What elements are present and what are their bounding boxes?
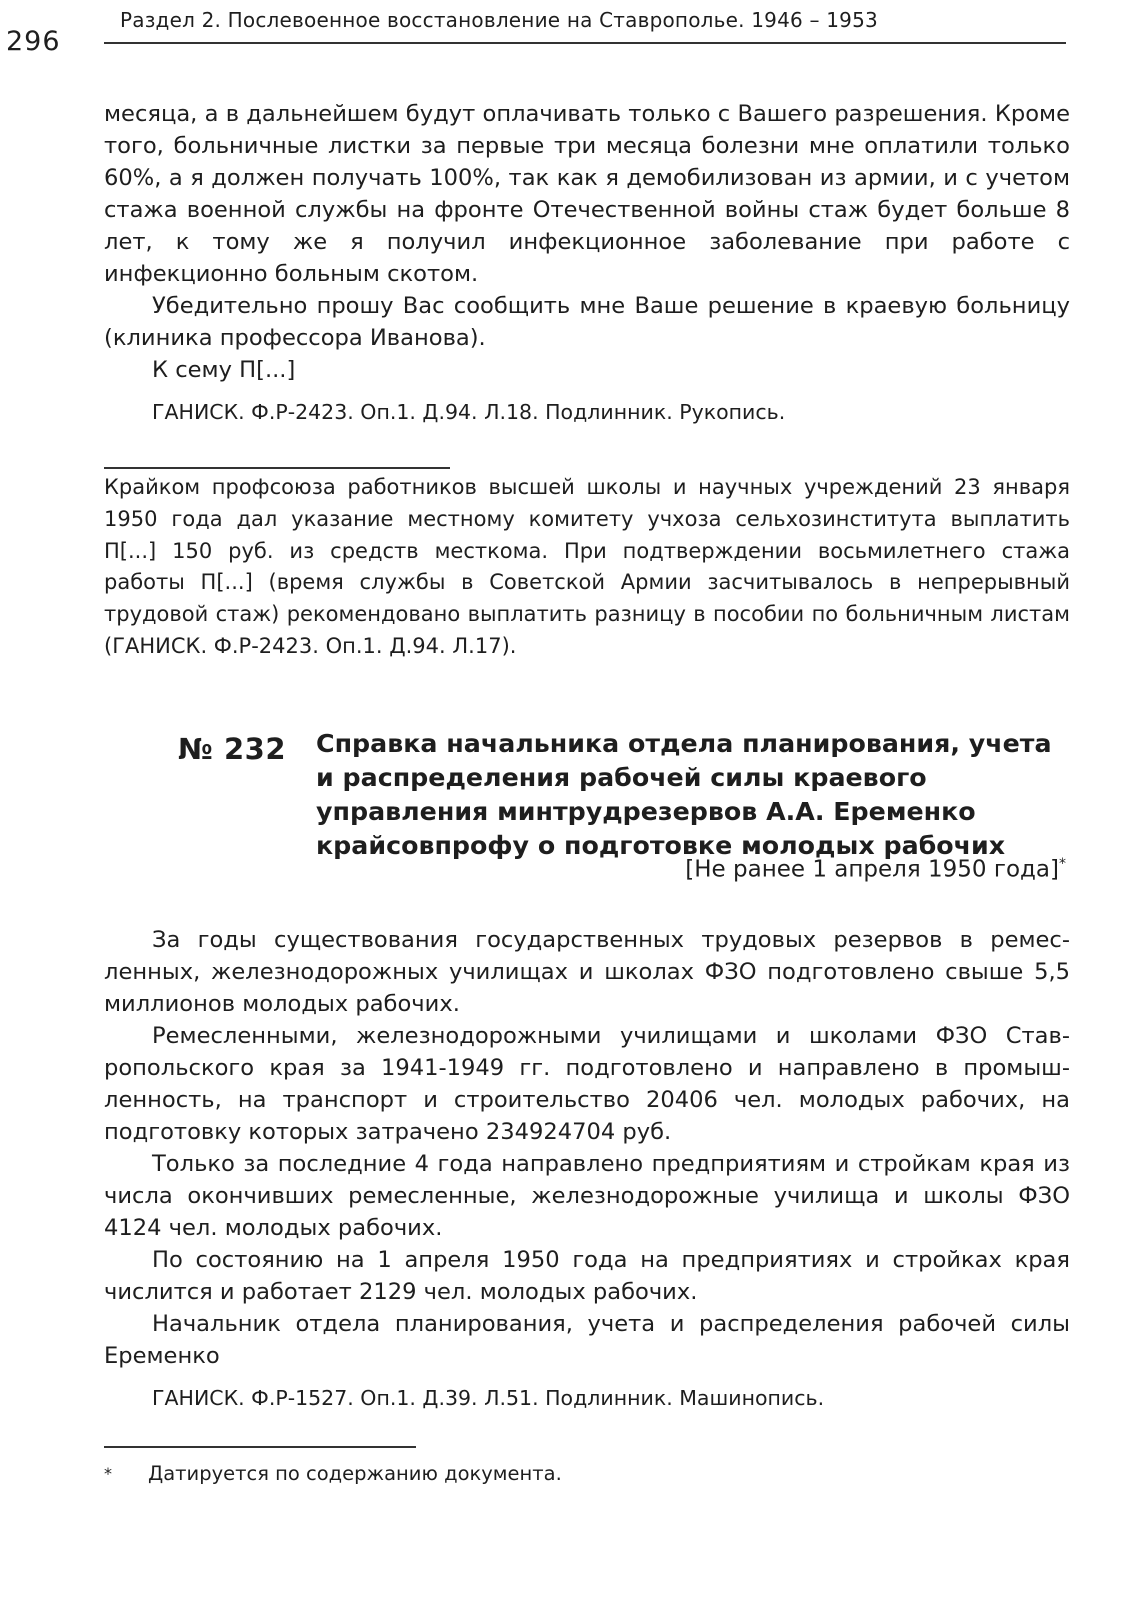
letter-continuation <box>104 98 1070 428</box>
running-header: Раздел 2. Послевоенное восстановление на Ставрополье. 1946 – 1953 <box>120 8 878 32</box>
document-paragraph: Ремесленными, железнодорожными училищами и школами ФЗО Ставропольского края за 1941-1949 гг. подготовлено и направлено в промышленность, на транспорт и строительство 20406 чел. молодых рабочих, на подготовку которых затрачено 234924704 руб. <box>104 1023 1070 1145</box>
document-date-text: [Не ранее 1 апреля 1950 года] <box>685 856 1059 883</box>
document-date <box>685 856 1066 883</box>
document-paragraph: Только за последние 4 года направлено предприятиям и стройкам края из числа окончивших ремесленные, железнодорожные училища и школы ФЗО 4124 чел. молодых рабочих. <box>104 1151 1070 1241</box>
editorial-note-block <box>104 472 1070 663</box>
document-signature: Начальник отдела планирования, учета и распределения рабочей силы Еременко <box>104 1311 1070 1369</box>
document-title: Справка начальника отдела планирования, учета и распределения рабочей силы краевого управления минтрудрезервов А.А. Еременко крайсовпрофу о подготовке молодых рабочих <box>316 729 1052 860</box>
footnote-mark: * <box>104 1464 112 1483</box>
page-number: 296 <box>6 26 61 57</box>
editorial-note: Крайком профсоюза работников высшей школы и научных учреждений 23 января 1950 года дал указание местному комитету учхоза сельхозинститута выплатить П[...] 150 руб. из средств месткома. При подтверждении восьмилетнего стажа работы П[...] (время службы в Советской Армии засчитывалось в непрерывный трудовой стаж) рекомендовано выплатить разницу в пособии по больничным листам (ГАНИСК. Ф.Р-2423. Оп.1. Д.94. Л.17). <box>104 475 1070 658</box>
footnote-separator <box>104 1446 416 1448</box>
document-number: № 232 <box>178 732 287 766</box>
document-paragraph: По состоянию на 1 апреля 1950 года на предприятиях и стройках края числится и работает 2129 чел. молодых рабочих. <box>104 1247 1070 1305</box>
date-footnote-mark: * <box>1059 856 1066 872</box>
header-rule <box>104 42 1066 44</box>
footnote <box>104 1460 1064 1488</box>
letter-paragraph: месяца, а в дальнейшем будут оплачивать только с Вашего разрешения. Кроме того, больничные листки за первые три месяца болезни мне оплатили только 60%, а я должен получать 100%, так как я демобилизован из армии, и с учетом стажа военной службы на фронте Отечественной войны стаж будет больше 8 лет, к тому же я получил инфекционное заболевание при работе с инфекционно больным скотом. <box>104 101 1070 287</box>
letter-signature: К сему П[...] <box>152 357 296 383</box>
note-separator <box>104 467 450 469</box>
letter-paragraph: Убедительно прошу Вас сообщить мне Ваше решение в краевую больницу (клиника профессора Иванова). <box>104 293 1070 351</box>
document-paragraph: За годы существования государственных трудовых резервов в ремесленных, железнодорожных училищах и школах ФЗО подготовлено свыше 5,5 миллионов молодых рабочих. <box>104 927 1070 1017</box>
footnote-text: Датируется по содержанию документа. <box>148 1462 562 1485</box>
document-body <box>104 924 1070 1414</box>
letter-archive-source: ГАНИСК. Ф.Р-2423. Оп.1. Д.94. Л.18. Подлинник. Рукопись. <box>152 400 786 424</box>
document-archive-source: ГАНИСК. Ф.Р-1527. Оп.1. Д.39. Л.51. Подлинник. Машинопись. <box>152 1386 825 1410</box>
